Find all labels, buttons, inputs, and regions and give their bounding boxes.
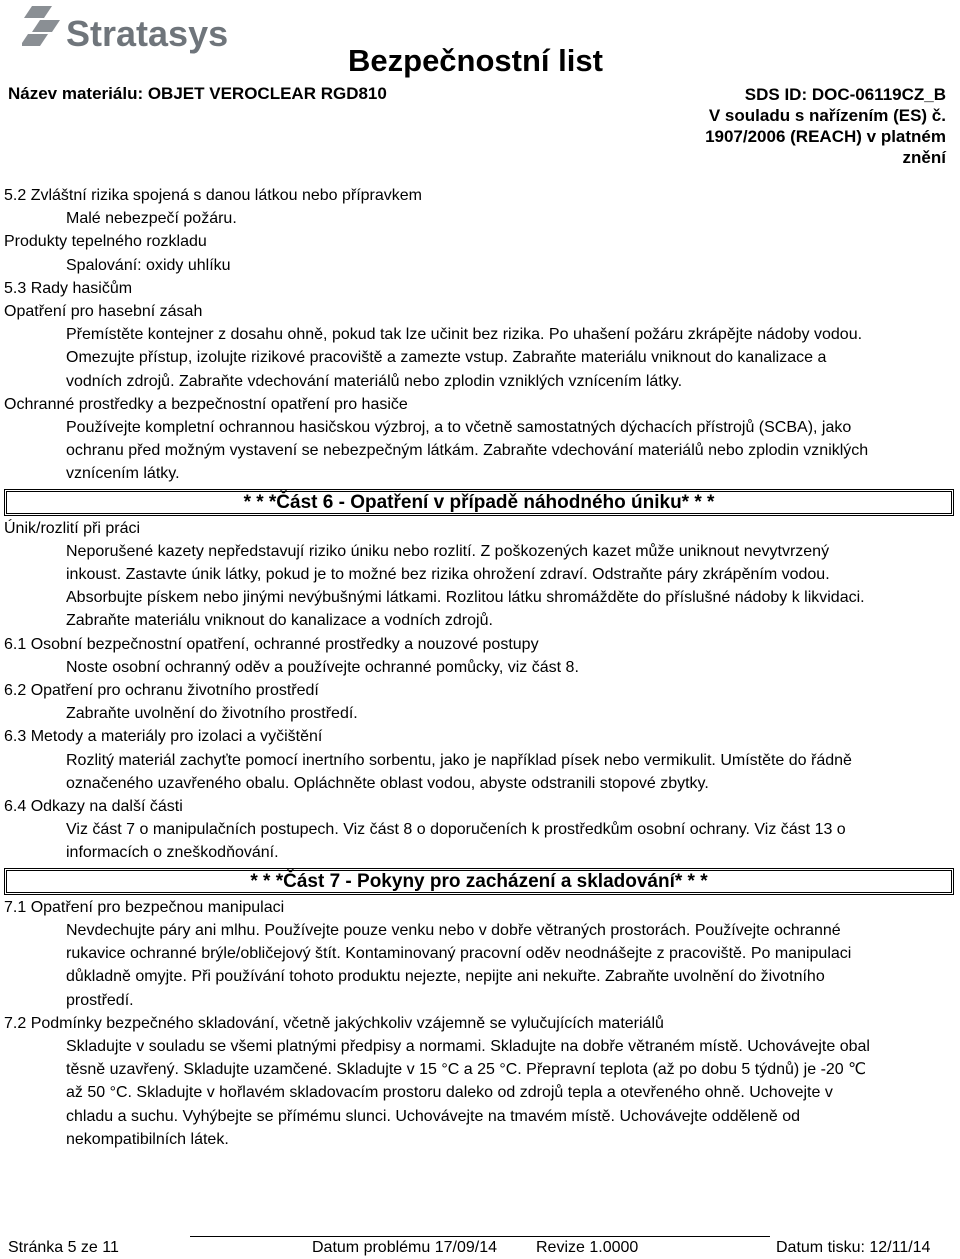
section-7-header	[4, 868, 954, 895]
decomposition-text: Spalování: oxidy uhlíku	[66, 256, 231, 274]
page-number: Stránka 5 ze 11	[8, 1239, 119, 1256]
section-6-title: * * *Část 6 - Opatření v případě náhodného úniku* * *	[243, 491, 715, 513]
section-7-1-text-3: důkladně omyjte. Při používání tohoto produktu nejezte, nepijte ani nekuřte. Zabraňte uvolnění do životního	[66, 968, 825, 986]
compliance-line-3: znění	[902, 148, 946, 167]
spill-text-3: Absorbujte pískem nebo jinými nevýbušnými látkami. Rozlitou látku shromážděte do příslušné nádoby k likvidaci.	[66, 589, 865, 607]
section-7-1-text-4: prostředí.	[66, 991, 134, 1009]
section-7-2-text-3: až 50 °C. Skladujte v hořlavém skladovacím prostoru daleko od zdrojů tepla a otevřeného ohně. Uchovejte v	[66, 1084, 833, 1102]
section-6-header	[4, 489, 954, 516]
sds-id: SDS ID: DOC-06119CZ_B	[744, 85, 946, 104]
section-7-1-text-1: Nevdechujte páry ani mlhu. Používejte pouze venku nebo v dobře větraných prostorách. Používejte ochranné	[66, 921, 841, 939]
firefighting-text-3: vodních zdrojů. Zabraňte vdechování materiálů nebo zplodin vzniklých vznícením látky.	[66, 372, 683, 390]
section-6-1-title: 6.1 Osobní bezpečnostní opatření, ochranné prostředky a nouzové postupy	[4, 635, 539, 653]
spill-title: Únik/rozlití při práci	[4, 519, 141, 537]
section-7-2-text-4: chladu a suchu. Vyhýbejte se přímému slunci. Uchovávejte na tmavém místě. Uchovávejte odděleně od	[66, 1107, 801, 1125]
document-title: Bezpečnostní list	[348, 43, 603, 78]
section-6-2-title: 6.2 Opatření pro ochranu životního prostředí	[4, 682, 319, 700]
section-6-3-title: 6.3 Metody a materiály pro izolaci a vyčištění	[4, 728, 323, 746]
section-6-3-text-1: Rozlitý materiál zachyťte pomocí inertního sorbentu, jako je například písek nebo vermikulit. Umístěte do řádně	[66, 751, 852, 769]
material-name: Název materiálu: OBJET VEROCLEAR RGD810	[8, 84, 387, 103]
logo-text: Stratasys	[66, 13, 229, 54]
spill-text-1: Neporušené kazety nepředstavují riziko úniku nebo rozlití. Z poškozených kazet může uniknout nevytvrzený	[66, 542, 830, 560]
section-7-2-text-2: těsně uzavřený. Skladujte uzamčené. Skladujte v 15 °C a 25 °C. Přepravní teplota (až po dobu 5 týdnů) je -20 ℃	[66, 1061, 867, 1079]
firefighter-ppe-text-3: vznícením látky.	[66, 465, 180, 483]
section-7-2-text-5: nekompatibilních látek.	[66, 1130, 229, 1148]
spill-text-2: inkoust. Zastavte únik látky, pokud je to možné bez rizika ohrožení zdraví. Odstraňte páry zkrápěním vodou.	[66, 566, 830, 584]
document-body	[4, 184, 954, 1151]
section-7-1-text-2: rukavice ochranné brýle/obličejový štít. Kontaminovaný pracovní oděv neodnášejte z pracoviště. Po manipulaci	[66, 945, 852, 963]
firefighting-text-1: Přemístěte kontejner z dosahu ohně, pokud tak lze učinit bez rizika. Po uhašení požáru zkrápějte nádoby vodou.	[66, 326, 863, 344]
sds-info	[686, 84, 946, 168]
section-5-2-title: 5.2 Zvláštní rizika spojená s danou látkou nebo přípravkem	[4, 187, 423, 204]
firefighter-ppe-text-1: Používejte kompletní ochrannou hasičskou výzbroj, a to včetně samostatných dýchacích přístrojů (SCBA), jako	[66, 419, 852, 437]
section-6-4-text-2: informacích o zneškodňování.	[66, 844, 279, 862]
compliance-line-2: 1907/2006 (REACH) v platném	[705, 127, 946, 146]
revision: Revize 1.0000	[536, 1239, 639, 1256]
compliance-line-1: V souladu s nařízením (ES) č.	[708, 106, 946, 125]
section-7-title: * * *Část 7 - Pokyny pro zacházení a skladování* * *	[250, 870, 708, 892]
section-5-2-text: Malé nebezpečí požáru.	[66, 210, 237, 228]
section-6-4-title: 6.4 Odkazy na další části	[4, 798, 183, 816]
section-7-2-title: 7.2 Podmínky bezpečného skladování, včetně jakýchkoliv vzájemně se vylučujících materiálů	[4, 1014, 664, 1032]
firefighting-measures-title: Opatření pro hasební zásah	[4, 303, 203, 321]
issue-date: Datum problému 17/09/14	[312, 1239, 497, 1256]
section-7-1-title: 7.1 Opatření pro bezpečnou manipulaci	[4, 898, 285, 916]
section-6-4-text-1: Viz část 7 o manipulačních postupech. Viz část 8 o doporučeních k prostředkům osobní ochrany. Viz část 13 o	[66, 821, 846, 839]
section-5-3-title: 5.3 Rady hasičům	[4, 279, 133, 297]
print-date: Datum tisku: 12/11/14	[776, 1239, 931, 1256]
footer-divider	[190, 1236, 770, 1237]
section-6-3-text-2: označeného uzavřeného obalu. Opláchněte oblast vodou, abyste odstranili stopové zbytky.	[66, 774, 709, 792]
spill-text-4: Zabraňte materiálu vniknout do kanalizace a vodních zdrojů.	[66, 612, 493, 630]
stratasys-logo	[22, 4, 252, 60]
firefighter-ppe-text-2: ochranu před možným vystavení se nebezpečným látkám. Zabraňte vdechování materiálů nebo zplodin vzniklých	[66, 442, 869, 460]
section-6-2-text: Zabraňte uvolnění do životního prostředí.	[66, 705, 358, 723]
firefighter-ppe-title: Ochranné prostředky a bezpečnostní opatření pro hasiče	[4, 395, 408, 413]
decomposition-title: Produkty tepelného rozkladu	[4, 233, 207, 251]
section-6-1-text: Noste osobní ochranný oděv a používejte ochranné pomůcky, viz část 8.	[66, 658, 579, 676]
section-7-2-text-1: Skladujte v souladu se všemi platnými předpisy a normami. Skladujte na dobře větraném místě. Uchovávejte obal	[66, 1037, 870, 1055]
firefighting-text-2: Omezujte přístup, izolujte rizikové pracoviště a zamezte vstup. Zabraňte materiálu vniknout do kanalizace a	[66, 349, 827, 367]
